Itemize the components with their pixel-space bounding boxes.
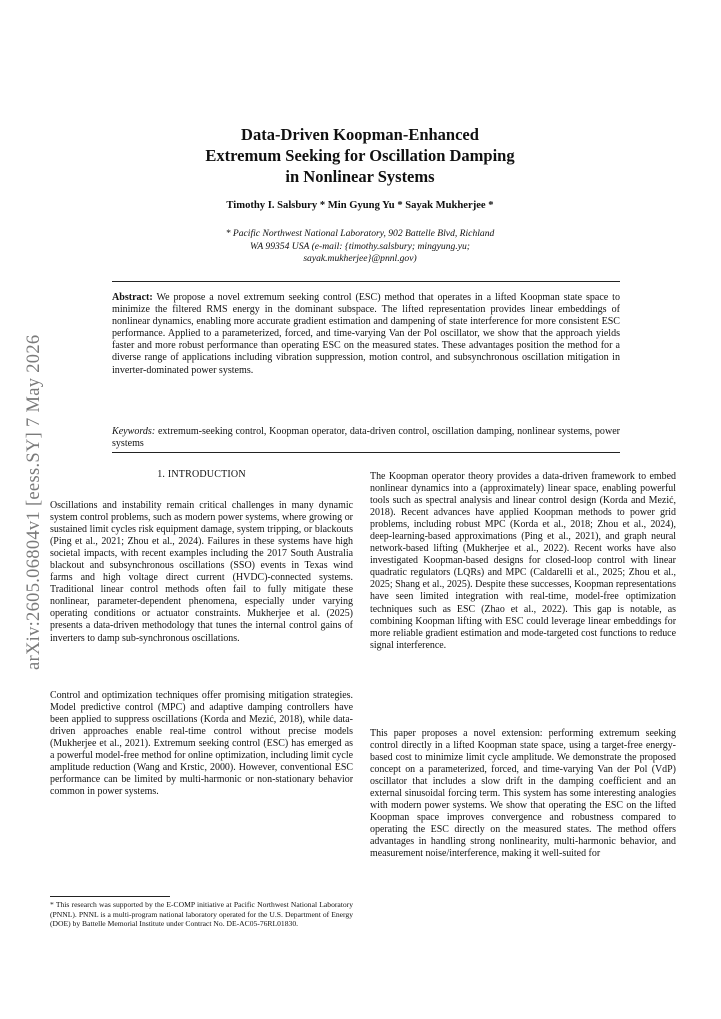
- abstract-label: Abstract:: [112, 292, 153, 303]
- left-column-p1: [50, 500, 353, 645]
- arxiv-stamp-text: arXiv:2605.06804v1 [eess.SY] 7 May 2026: [24, 334, 44, 670]
- paragraph: This paper proposes a novel extension: performing extremum seeking control directly in a lifted Koopman state space, using a target-free energy-based cost to minimize limit cycle amplitude. We demonstrate the proposed concept on a parameterized, forced, and time-varying Van der Pol (VdP) oscillator that includes a slow drift in the damping coefficient and an external sinusoidal forcing term. This system has some interesting analogies with modern power systems. We show that operating the ESC on the lifted Koopman space improves convergence and robustness compared to operating the ESC directly on the measured states. The method offers advantages in handling strong nonlinearity, multi-harmonic behavior, and measurement noise/interference, making it well-suited for: [370, 728, 676, 860]
- title-line: Data-Driven Koopman-Enhanced: [241, 125, 479, 144]
- affiliation-line: * Pacific Northwest National Laboratory, 902 Battelle Blvd, Richland: [225, 228, 495, 239]
- footnote: * This research was supported by the E-COMP initiative at Pacific Northwest National Laboratory (PNNL). PNNL is a multi-program national laboratory operated for the U.S. Department of Energy (DOE) by Battelle Memorial Institute under Contract No. DE-AC05-76RL01830.: [50, 900, 353, 929]
- abstract-text: We propose a novel extremum seeking control (ESC) method that operates in a lifted Koopman state space to minimize the filtered RMS energy in the dominant subspace. The lifted representation provides linear embeddings of nonlinear dynamics, enabling more accurate gradient estimation and dampening of state interference for more consistent ESC performance. Applied to a parameterized, forced, and time-varying Van der Pol oscillator, we show that the approach yields faster and more robust performance than operating ESC on the measured states. These advantages position the method for a diverse range of applications including vibration suppression, motion control, and subsynchronous oscillation mitigation in inverter-dominated power systems.: [112, 292, 620, 376]
- affiliation: [150, 228, 570, 266]
- keywords-label: Keywords:: [112, 426, 156, 437]
- right-column-p1: [370, 471, 676, 652]
- abstract: [112, 292, 620, 377]
- title-line: Extremum Seeking for Oscillation Damping: [205, 146, 515, 165]
- bottom-rule: [112, 452, 620, 453]
- footnote-rule: [50, 896, 170, 897]
- title-line: in Nonlinear Systems: [285, 167, 435, 186]
- right-column-p2: [370, 728, 676, 861]
- paragraph: Oscillations and instability remain critical challenges in many dynamic system control problems, such as modern power systems, where growing or sustained limit cycles risk equipment damage, system tripping, or blackouts (Ping et al., 2021; Zhou et al., 2024). Failures in these systems have high societal impacts, with recent examples including the 2017 South Australia blackout and subsynchronous oscillations (SSO) events in Texas wind farms and high voltage direct current (HVDC)-connected systems. Traditional linear control methods often fail to fully mitigate these nonlinear, parameter-dependent phenomena, especially under varying operating conditions or actuator constraints. Mukherjee et al. (2025) presents a data-driven methodology that tunes the internal control gains of inverters to damp sub-synchronous oscillations.: [50, 500, 353, 644]
- paper-title: [110, 124, 610, 187]
- top-rule: [112, 281, 620, 282]
- keywords: [112, 426, 620, 450]
- section-heading: 1. INTRODUCTION: [157, 469, 246, 480]
- left-column-p2: [50, 690, 353, 798]
- affiliation-line: WA 99354 USA (e-mail: {timothy.salsbury; mingyung.yu;: [250, 240, 470, 252]
- keywords-text: extremum-seeking control, Koopman operator, data-driven control, oscillation damping, nonlinear systems, power systems: [112, 426, 621, 450]
- authors: Timothy I. Salsbury * Min Gyung Yu * Sayak Mukherjee *: [226, 200, 494, 211]
- affiliation-line: sayak.mukherjee}@pnnl.gov): [303, 253, 417, 264]
- paragraph: The Koopman operator theory provides a data-driven framework to embed nonlinear dynamics into a (approximately) linear space, enabling powerful tools such as spectral analysis and linear control design (Korda and Mezić, 2018). Recent advances have applied Koopman methods to power grid problems, including robust MPC (Korda et al., 2018; Zhou et al., 2024), deep-learning-based approximations (Ping et al., 2021), and graph neural network-based lifting (Mukherjee et al., 2022). Recent works have also investigated Koopman-based designs for closed-loop control with linear quadratic regulators (LQRs) and MPC (Caldarelli et al., 2025; Zhou et al., 2025; Shang et al., 2025). Despite these successes, Koopman representations have seen limited integration with real-time, model-free optimization techniques such as ESC (Zhao et al., 2022). This gap is notable, as combining Koopman lifting with ESC could leverage linear embeddings for more reliable gradient estimation and mode-targeted cost functions to reduce signal interference.: [370, 471, 676, 651]
- paragraph: Control and optimization techniques offer promising mitigation strategies. Model predictive control (MPC) and adaptive damping controllers have been applied to suppress oscillations (Korda and Mezić, 2018), while data-driven approaches enable real-time control without precise models (Mukherjee et al., 2021). Extremum seeking control (ESC) has emerged as a powerful model-free method for online optimization, including limit cycle amplitude reduction (Wang and Krstic, 2000). However, conventional ESC performance can be limited by multi-harmonic or non-stationary behavior common in power systems.: [50, 690, 353, 798]
